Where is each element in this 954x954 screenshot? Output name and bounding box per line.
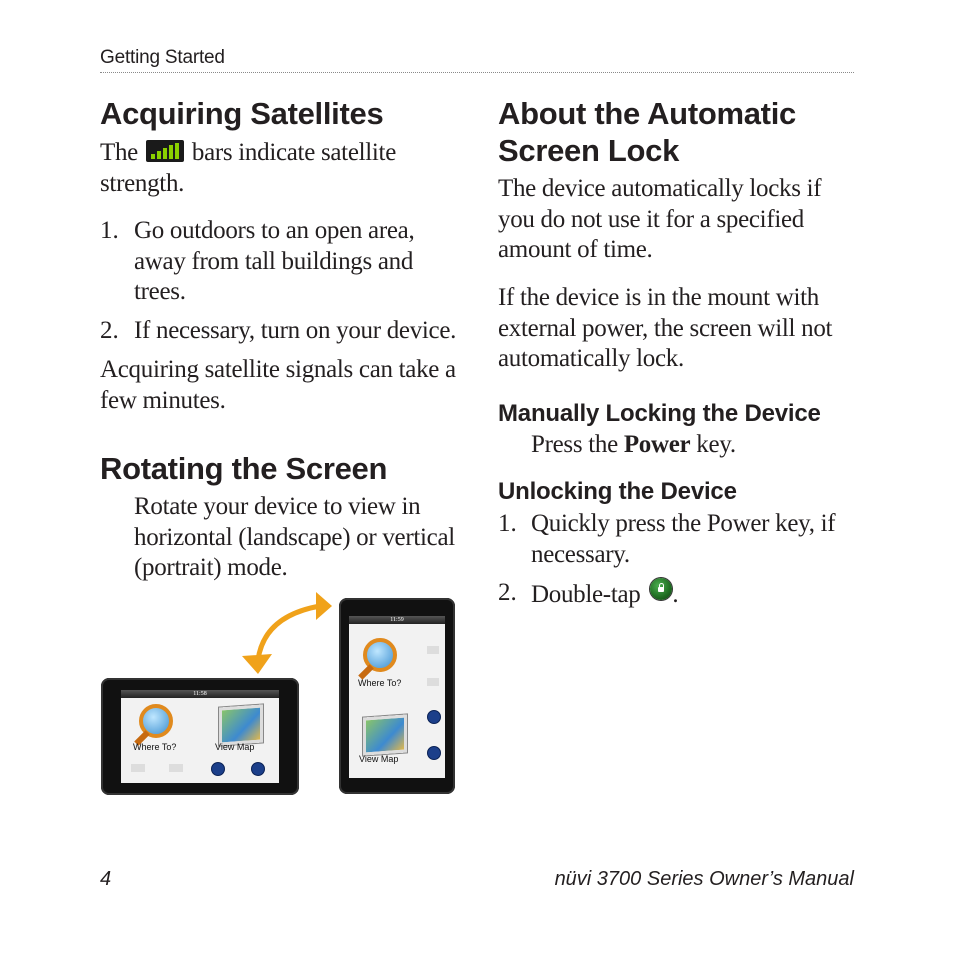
acquiring-intro — [100, 138, 460, 199]
status-icon — [427, 678, 439, 686]
note-line: Acquiring satellite signals can take a — [100, 356, 456, 383]
view-map-label: View Map — [215, 742, 255, 752]
portrait-device-image — [339, 598, 455, 794]
tools-icon — [251, 762, 265, 776]
heading-line: About the Automatic — [498, 96, 796, 131]
view-map-icon — [219, 704, 263, 745]
where-to-label: Where To? — [133, 742, 177, 752]
volume-icon — [427, 710, 441, 724]
power-key-label: Power — [623, 431, 691, 458]
step-text — [531, 509, 861, 570]
tools-icon — [427, 746, 441, 760]
step-line: necessary. — [531, 540, 630, 568]
heading-acquiring-satellites: Acquiring Satellites — [100, 96, 384, 131]
instruction-text: Press the — [531, 431, 624, 458]
page-number: 4 — [100, 868, 112, 890]
rotating-body — [134, 492, 464, 584]
instruction-text: key. — [690, 431, 736, 458]
landscape-screen — [121, 690, 279, 783]
status-icon — [427, 646, 439, 654]
manual-title: nüvi 3700 Series Owner’s Manual — [554, 868, 854, 890]
lock-paragraph-1 — [498, 174, 858, 266]
step-line: Double-tap — [531, 581, 641, 608]
body-line: horizontal (landscape) or vertical — [134, 523, 455, 551]
step-text — [134, 216, 414, 308]
body-line: automatically lock. — [498, 345, 684, 372]
body-line: Rotate your device to view in — [134, 493, 421, 520]
satellite-bars-icon — [146, 140, 184, 162]
view-map-icon — [363, 714, 407, 755]
view-map-label: View Map — [359, 754, 399, 764]
intro-post: bars indicate satellite — [191, 139, 396, 166]
header-divider — [100, 72, 854, 73]
lock-paragraph-2 — [498, 283, 858, 375]
intro-line2: strength. — [100, 169, 185, 197]
heading-manual-lock: Manually Locking the Device — [498, 400, 821, 427]
status-bar: 11:58 — [121, 690, 279, 698]
running-header: Getting Started — [100, 47, 225, 68]
landscape-device-image — [101, 678, 299, 795]
step-line: Go outdoors to an open area, — [134, 217, 415, 244]
status-bar: 11:59 — [349, 616, 445, 624]
status-icon — [169, 764, 183, 772]
note-line: few minutes. — [100, 386, 226, 414]
body-line: external power, the screen will not — [498, 314, 833, 342]
body-line: (portrait) mode. — [134, 554, 288, 581]
portrait-screen — [349, 616, 445, 778]
body-line: amount of time. — [498, 236, 653, 263]
step-line: trees. — [134, 278, 186, 305]
step-number: 2. — [100, 317, 119, 344]
step-text: If necessary, turn on your device. — [134, 317, 457, 344]
heading-screen-lock — [498, 95, 796, 169]
where-to-label: Where To? — [358, 678, 402, 688]
step-number: 2. — [498, 579, 517, 606]
step-number: 1. — [498, 510, 517, 537]
step-line: . — [672, 581, 679, 608]
step-line: away from tall buildings and — [134, 247, 414, 275]
manual-lock-instruction — [531, 430, 736, 461]
heading-line: Screen Lock — [498, 133, 680, 168]
heading-unlocking: Unlocking the Device — [498, 478, 737, 505]
volume-icon — [211, 762, 225, 776]
step-text — [531, 578, 678, 611]
step-line: Quickly press the Power key, if — [531, 510, 836, 537]
status-icon — [131, 764, 145, 772]
body-line: If the device is in the mount with — [498, 284, 819, 311]
heading-rotating-screen: Rotating the Screen — [100, 451, 388, 486]
lock-icon — [650, 578, 672, 600]
intro-pre: The — [100, 139, 138, 166]
step-number: 1. — [100, 217, 119, 244]
acquiring-note — [100, 355, 470, 416]
body-line: you do not use it for a specified — [498, 205, 804, 233]
rotate-arrow-icon — [236, 588, 336, 678]
body-line: The device automatically locks if — [498, 175, 822, 202]
